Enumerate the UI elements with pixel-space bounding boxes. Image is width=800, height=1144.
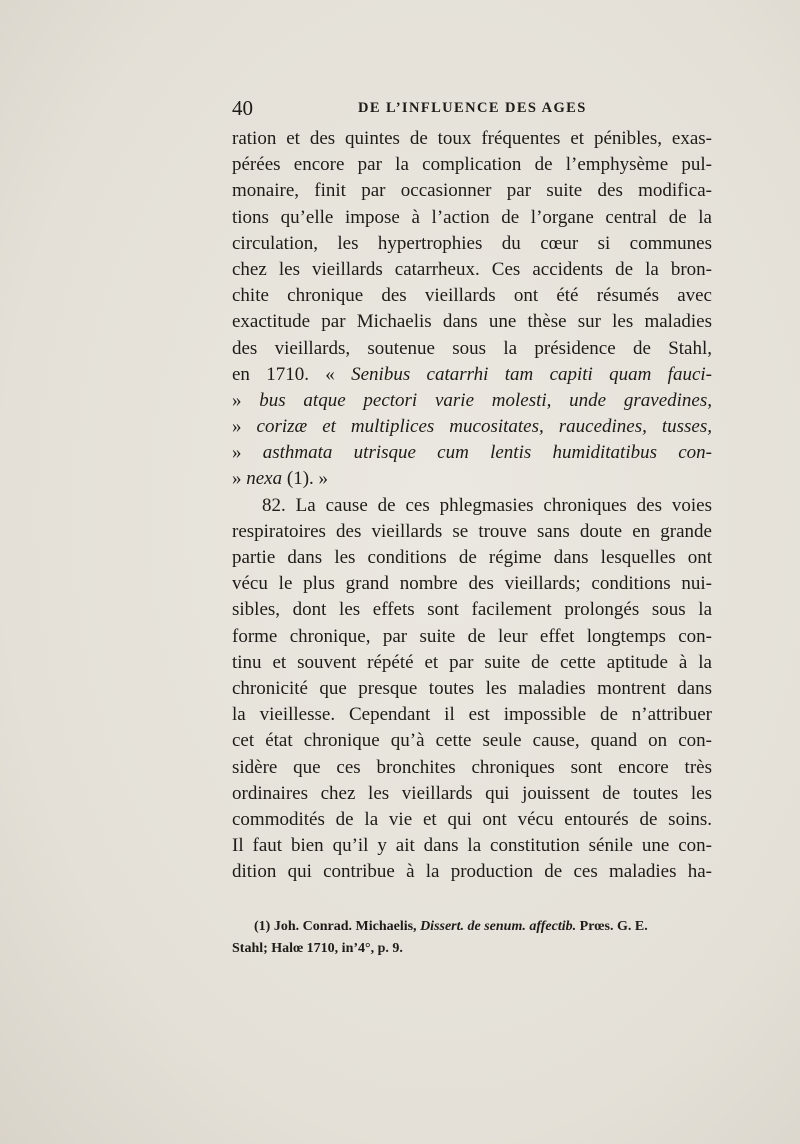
latin-quotation: bus atque pectori varie molesti, unde gravedines, xyxy=(259,389,712,411)
body-text xyxy=(232,126,712,885)
quote-mark: en 1710. « xyxy=(232,363,352,385)
text-line xyxy=(232,414,712,440)
text-line xyxy=(232,388,712,414)
text-line: tions qu’elle impose à l’action de l’organe central de la xyxy=(232,206,712,228)
latin-quotation: Senibus catarrhi tam capiti quam fauci- xyxy=(351,363,712,385)
text-line: pérées encore par la complication de l’emphysème pul- xyxy=(232,154,712,176)
text-line: ration et des quintes de toux fréquentes et pénibles, exas- xyxy=(232,128,712,149)
text-line xyxy=(232,362,712,388)
footnote-text: Prœs. G. E. xyxy=(576,919,648,934)
text-line: sibles, dont les effets sont facilement prolongés sous la xyxy=(232,599,712,621)
footnote xyxy=(232,916,712,960)
text-line: tinu et souvent répété et par suite de cette aptitude à la xyxy=(232,651,712,673)
text-line: chronicité que presque toutes les maladies montrent dans xyxy=(232,677,712,699)
text-line: des vieillards, soutenue sous la présidence de Stahl, xyxy=(232,337,712,359)
quote-mark: » xyxy=(232,389,260,411)
text-line: commodités de la vie et qui ont vécu entourés de soins. xyxy=(232,808,712,830)
text-line: monaire, finit par occasionner par suite des modifica- xyxy=(232,180,712,202)
latin-quotation: asthmata utrisque cum lentis humiditatibus con- xyxy=(262,442,712,464)
text-line: exactitude par Michaelis dans une thèse sur les maladies xyxy=(232,311,712,333)
text-line xyxy=(232,440,712,466)
page-number: 40 xyxy=(232,96,253,120)
latin-quotation: nexa xyxy=(246,468,283,490)
footnote-line: Stahl; Halœ 1710, in’4°, p. 9. xyxy=(232,941,403,956)
text-line: forme chronique, par suite de leur effet longtemps con- xyxy=(232,625,712,647)
footnote-title: Dissert. de senum. affectib. xyxy=(420,919,577,934)
text-line: sidère que ces bronchites chroniques sont encore très xyxy=(232,756,712,778)
quote-mark: » xyxy=(232,468,247,490)
latin-quotation: corizæ et multiplices mucositates, raucedines, tusses, xyxy=(256,416,713,438)
text-line: circulation, les hypertrophies du cœur si communes xyxy=(232,232,712,254)
text-line: Il faut bien qu’il y ait dans la constitution sénile une con- xyxy=(232,835,712,857)
footnote-line xyxy=(232,916,712,938)
text-line: vécu le plus grand nombre des vieillards; conditions nui- xyxy=(232,573,712,595)
quote-mark: » xyxy=(232,416,257,438)
text-line: chez les vieillards catarrheux. Ces accidents de la bron- xyxy=(232,258,712,280)
text-line: dition qui contribue à la production de ces maladies ha- xyxy=(232,861,712,883)
text-line: chite chronique des vieillards ont été résumés avec xyxy=(232,285,712,307)
footnote-text: (1) Joh. Conrad. Michaelis, xyxy=(254,919,421,934)
running-title: DE L’INFLUENCE DES AGES xyxy=(358,100,587,116)
quote-end: (1). » xyxy=(282,468,329,490)
text-line: la vieillesse. Cependant il est impossible de n’attribuer xyxy=(232,704,712,726)
text-line: 82. La cause de ces phlegmasies chroniques des voies xyxy=(262,494,712,516)
text-line: partie dans les conditions de régime dans lesquelles ont xyxy=(232,547,712,568)
text-line: respiratoires des vieillards se trouve sans doute en grande xyxy=(232,520,712,542)
quote-mark: » xyxy=(232,442,263,464)
page-header xyxy=(232,96,712,122)
text-line: cet état chronique qu’à cette seule cause, quand on con- xyxy=(232,730,712,752)
text-line: ordinaires chez les vieillards qui jouissent de toutes les xyxy=(232,782,712,804)
text-line xyxy=(232,466,712,492)
